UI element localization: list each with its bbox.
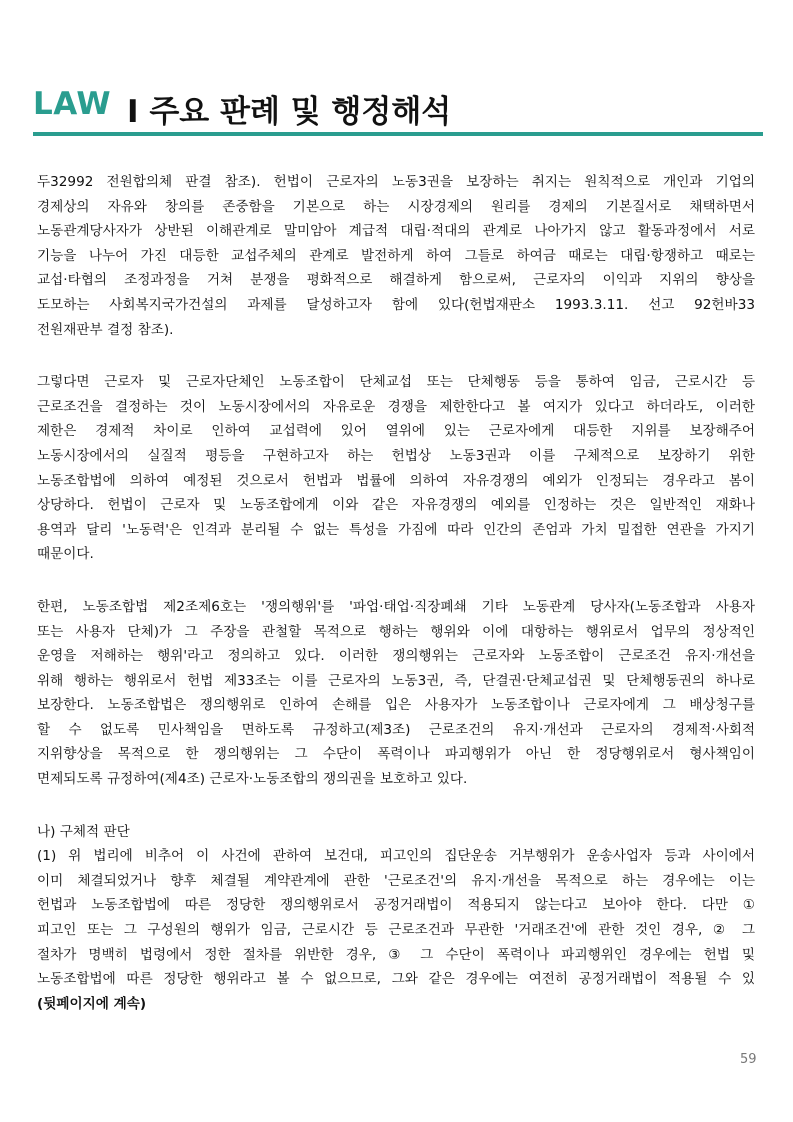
text-line: 노동시장에서의 실질적 평등을 구현하고자 하는 헌법상 노동3권과 이를 구체적으로 보장하기 위한 (37, 447, 755, 464)
text-line: 또는 사용자 단체)가 그 주장을 관철할 목적으로 행하는 행위와 이에 대항하는 행위로서 업무의 정상적인 (37, 623, 755, 640)
text-line: 기능을 나누어 가진 대등한 교섭주체의 관계로 발전하게 하여 그들로 하여금 때로는 대립·항쟁하고 때로는 (37, 247, 755, 264)
text-line: 노동관계당사자가 상반된 이해관계로 말미암아 계급적 대립·적대의 관계로 나아가지 않고 활동과정에서 서로 (37, 223, 755, 240)
text-line: 운영을 저해하는 행위'라고 정의하고 있다. 이러한 쟁의행위는 근로자와 노동조합이 근로조건 유지·개선을 (37, 648, 755, 665)
header-rule (33, 132, 763, 136)
text-line: 절차가 명백히 법령에서 정한 절차를 위반한 경우, ③ 그 수단이 폭력이나 파괴행위인 경우에는 헌법 및 (37, 946, 755, 963)
text-line: 상당하다. 헌법이 근로자 및 노동조합에게 이와 같은 자유경쟁의 예외를 인정하는 것은 일반적인 재화나 (37, 497, 755, 514)
page-header (33, 86, 763, 138)
text-line: 위해 행하는 행위로서 헌법 제33조는 이를 근로자의 노동3권, 즉, 단결권·단체교섭권 및 단체행동권의 하나로 (37, 672, 755, 689)
text-line: 노동조합법에 따른 정당한 행위라고 볼 수 없으므로, 그와 같은 경우에는 여전히 공정거래법이 적용될 수 있 (37, 971, 755, 988)
text-line: 헌법과 노동조합법에 따른 정당한 쟁의행위로서 공정거래법이 적용되지 않는다고 보아야 한다. 다만 ① (37, 897, 755, 914)
text-line: 제한은 경제적 차이로 인하여 교섭력에 있어 열위에 있는 근로자에게 대등한 지위를 보장해주어 (37, 423, 755, 440)
paragraph (37, 595, 755, 792)
section-label: LAW (33, 86, 112, 122)
page-number: 59 (740, 1052, 757, 1067)
text-line: 경제상의 자유와 창의를 존중함을 기본으로 하는 시장경제의 원리를 경제의 기본질서로 채택하면서 (37, 198, 755, 215)
paragraph (37, 370, 755, 567)
text-line: 노동조합법에 의하여 예정된 것으로서 헌법과 법률에 의하여 자유경쟁의 예외가 인정되는 경우라고 봄이 (37, 472, 755, 489)
text-line: 할 수 없도록 민사책임을 면하도록 규정하고(제3조) 근로조건의 유지·개선과 근로자의 경제적·사회적 (37, 721, 755, 738)
continued-note: (뒷페이지에 계속) (37, 995, 147, 1012)
paragraph (37, 170, 755, 342)
text-line: 용역과 달리 '노동력'은 인격과 분리될 수 없는 특성을 가짐에 따라 인간의 존엄과 가치 밀접한 연관을 가지기 (37, 521, 755, 538)
text-line: 면제되도록 규정하여(제4조) 근로자·노동조합의 쟁의권을 보호하고 있다. (37, 771, 468, 788)
text-line: (1) 위 법리에 비추어 이 사건에 관하여 보건대, 피고인의 집단운송 거부행위가 운송사업자 등과 사이에서 (37, 848, 755, 865)
text-line: 이미 체결되었거나 향후 체결될 계약관계에 관한 '근로조건'의 유지·개선을 목적으로 하는 경우에는 이는 (37, 872, 755, 889)
text-line: 도모하는 사회복지국가건설의 과제를 달성하고자 함에 있다(헌법재판소 1993.3.11. 선고 92헌바33 (37, 296, 755, 313)
text-line: 한편, 노동조합법 제2조제6호는 '쟁의행위'를 '파업·태업·직장폐쇄 기타 노동관계 당사자(노동조합과 사용자 (37, 598, 755, 615)
text-line: 전원재판부 결정 참조). (37, 321, 174, 338)
text-line: 지위향상을 목적으로 한 쟁의행위는 그 수단이 폭력이나 파괴행위가 아닌 한 정당행위로서 형사책임이 (37, 746, 755, 763)
text-line: 그렇다면 근로자 및 근로자단체인 노동조합이 단체교섭 또는 단체행동 등을 통하여 임금, 근로시간 등 (37, 374, 755, 391)
document-body (37, 170, 755, 1016)
text-line: 때문이다. (37, 546, 94, 563)
text-line: 보장한다. 노동조합법은 쟁의행위로 인하여 손해를 입은 사용자가 노동조합이나 근로자에게 그 배상청구를 (37, 697, 755, 714)
subheading: 나) 구체적 판단 (37, 823, 130, 840)
paragraph (37, 820, 755, 1017)
text-line: 피고인 또는 그 구성원의 행위가 임금, 근로시간 등 근로조건과 무관한 '거래조건'에 관한 것인 경우, ② 그 (37, 922, 755, 939)
text-line: 근로조건을 결정하는 것이 노동시장에서의 자유로운 경쟁을 제한한다고 볼 여지가 있다고 하더라도, 이러한 (37, 398, 755, 415)
text-line: 두32992 전원합의체 판결 참조). 헌법이 근로자의 노동3권을 보장하는 취지는 원칙적으로 개인과 기업의 (37, 174, 755, 190)
text-line: 교섭·타협의 조정과정을 거쳐 분쟁을 평화적으로 해결하게 함으로써, 근로자의 이익과 지위의 향상을 (37, 272, 755, 289)
page-title: I 주요 판례 및 행정해석 (127, 94, 452, 130)
